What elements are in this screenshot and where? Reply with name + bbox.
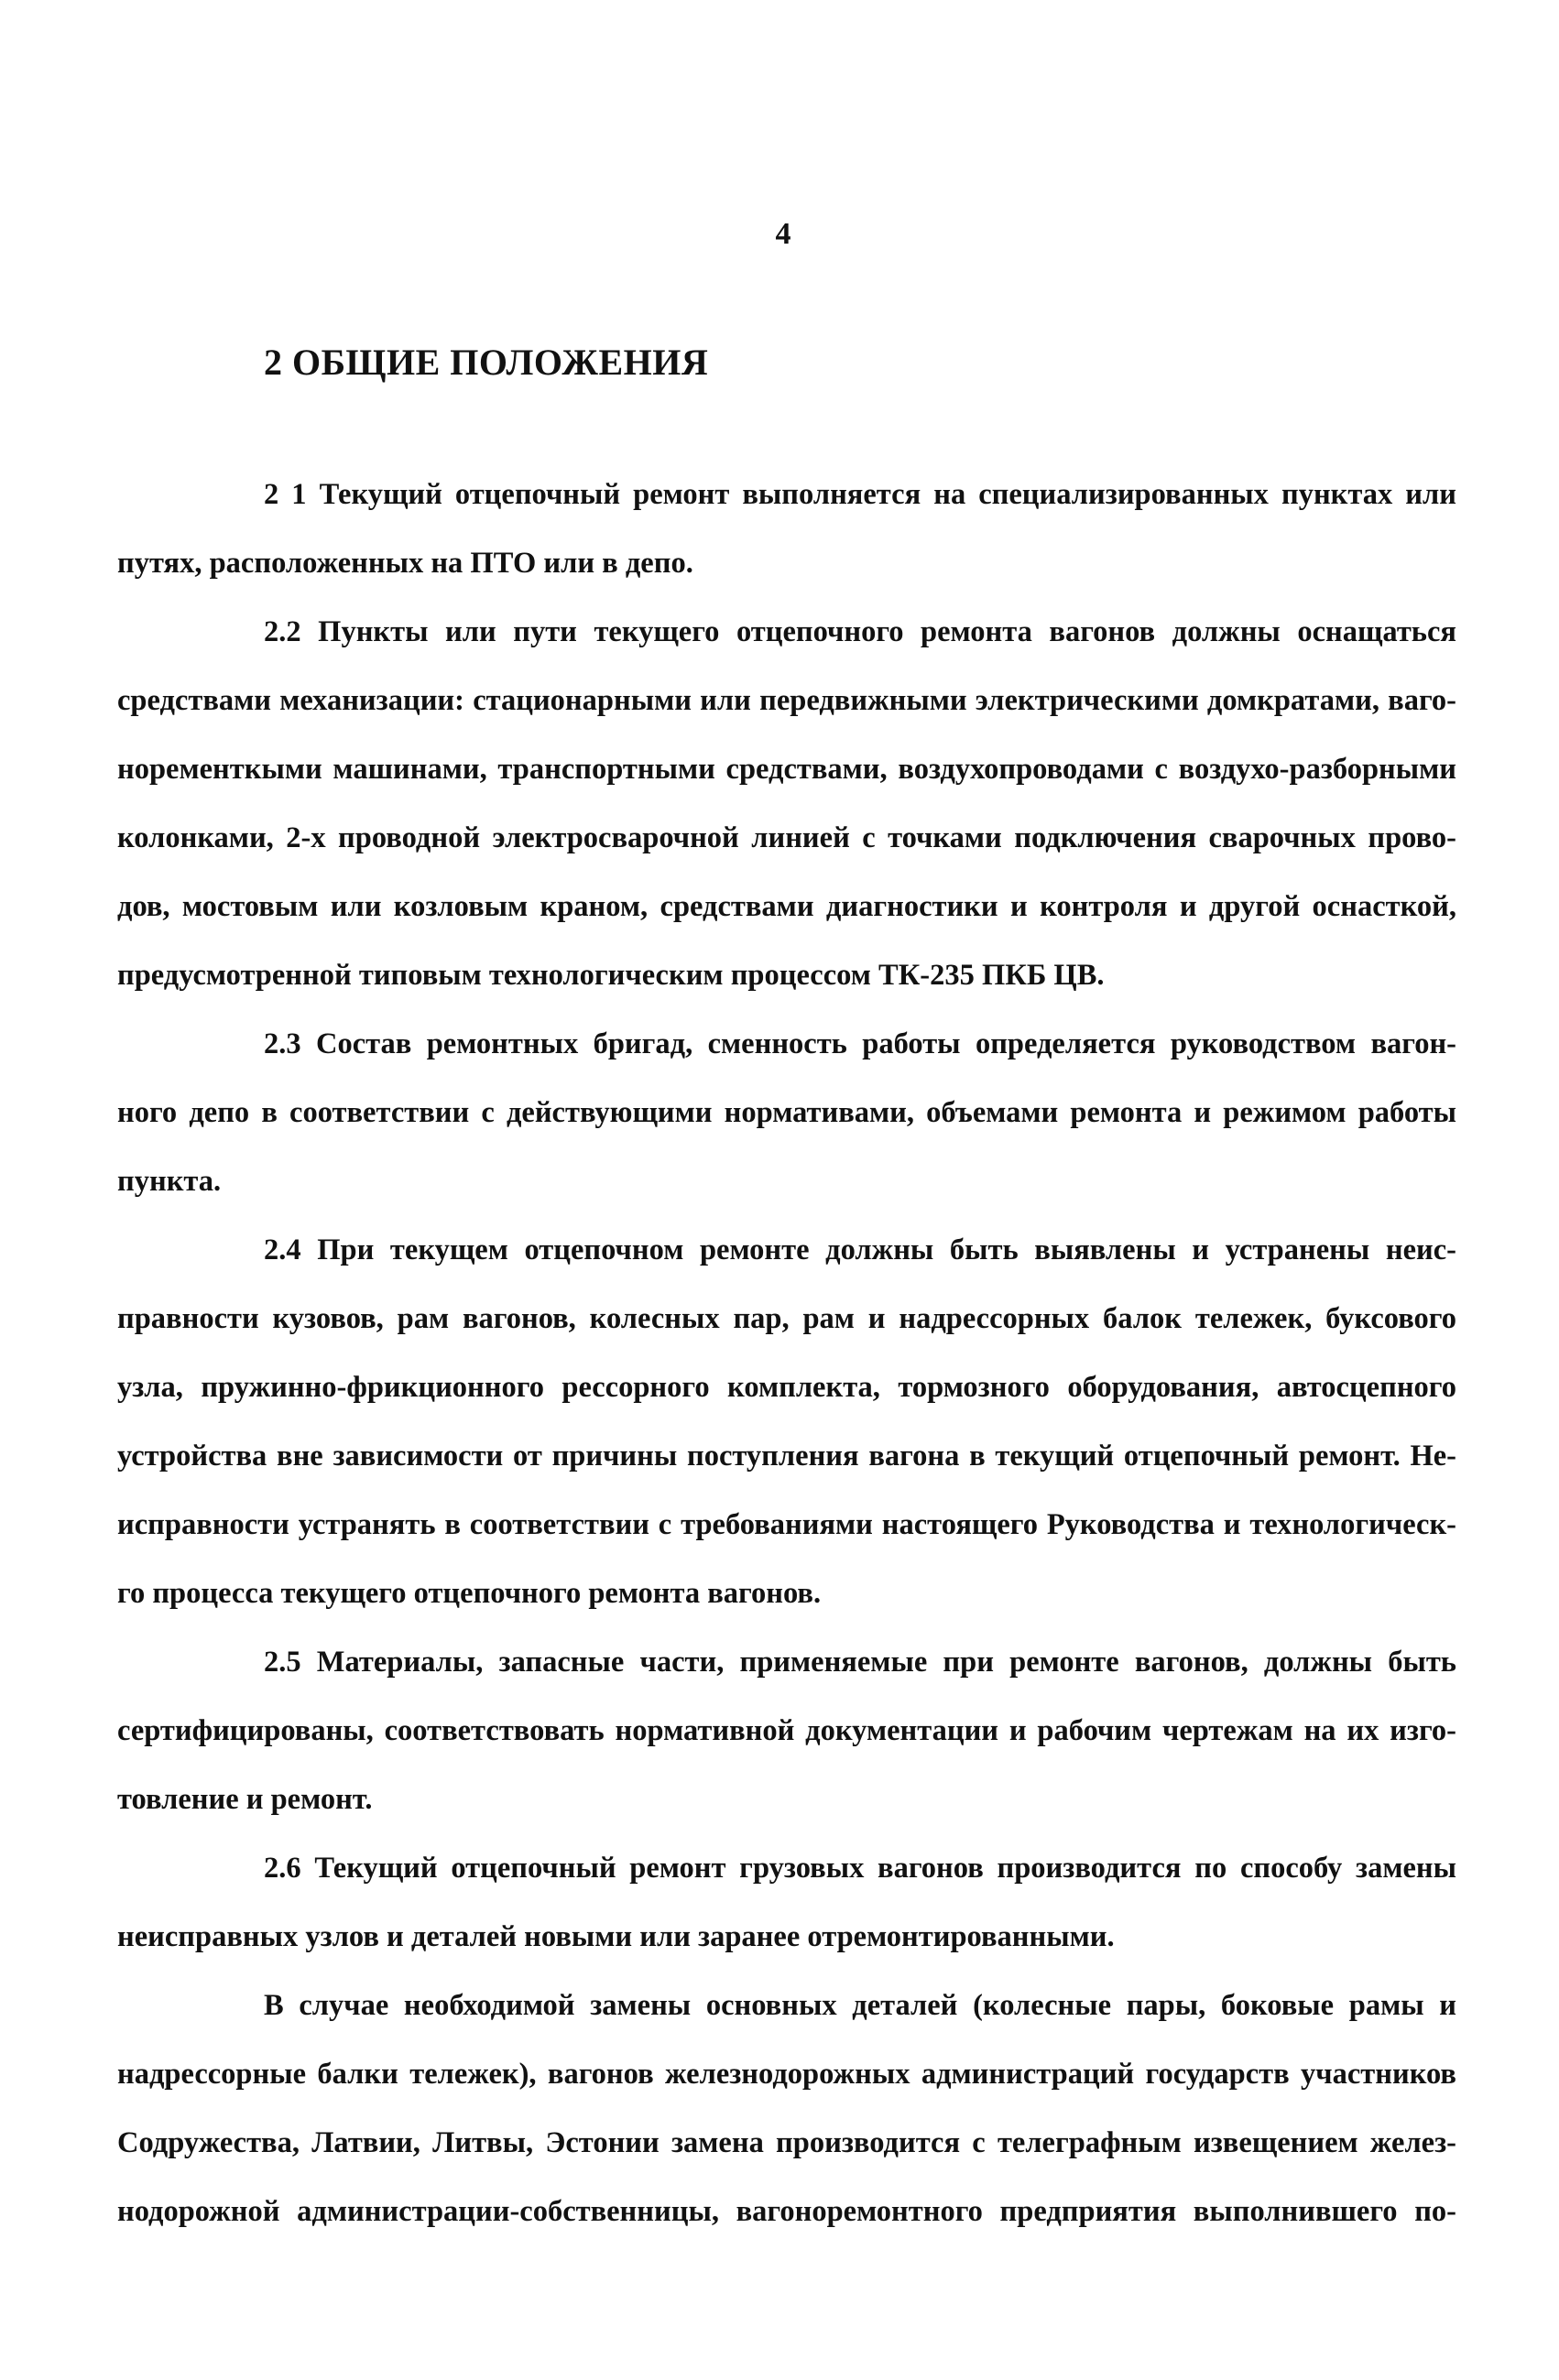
paragraph-2-2-line-1: 2.2 Пункты или пути текущего отцепочного ремонта вагонов должны оснащаться	[264, 615, 1456, 648]
paragraph-replacement-line-4: нодорожной администрации-собственницы, вагоноремонтного предприятия выполнившего по-	[117, 2195, 1456, 2228]
paragraph-2-4-line-4: устройства вне зависимости от причины поступления вагона в текущий отцепочный ремонт. Не-	[117, 1440, 1456, 1473]
paragraph-replacement-line-3: Содружества, Латвии, Литвы, Эстонии замена производится с телеграфным извещением желез-	[117, 2126, 1456, 2159]
paragraph-2-3-line-3: пункта.	[117, 1165, 222, 1198]
paragraph-2-4-line-2: правности кузовов, рам вагонов, колесных пар, рам и надрессорных балок тележек, буксового	[117, 1302, 1456, 1335]
paragraph-2-4-line-5: исправности устранять в соответствии с требованиями настоящего Руководства и технологическ-	[117, 1508, 1456, 1541]
paragraph-2-5-line-1: 2.5 Материалы, запасные части, применяемые при ремонте вагонов, должны быть	[264, 1646, 1456, 1679]
paragraph-2-2-line-6: предусмотренной типовым технологическим процессом ТК-235 ПКБ ЦВ.	[117, 959, 1105, 992]
paragraph-2-2-line-5: дов, мостовым или козловым краном, средствами диагностики и контроля и другой оснасткой,	[117, 890, 1456, 923]
paragraph-2-1-line-2: путях, расположенных на ПТО или в депо.	[117, 547, 693, 580]
paragraph-2-5-line-3: товление и ремонт.	[117, 1783, 373, 1816]
paragraph-2-2-line-3: норементкыми машинами, транспортными средствами, воздухопроводами с воздухо-разборными	[117, 753, 1456, 786]
paragraph-2-6-line-2: неисправных узлов и деталей новыми или заранее отремонтированными.	[117, 1920, 1115, 1953]
section-title: 2 ОБЩИЕ ПОЛОЖЕНИЯ	[264, 342, 709, 383]
paragraph-2-2-line-2: средствами механизации: стационарными или передвижными электрическими домкратами, ваго-	[117, 684, 1456, 717]
paragraph-replacement-line-2: надрессорные балки тележек), вагонов железнодорожных администраций государств участников	[117, 2058, 1456, 2091]
paragraph-replacement-line-1: В случае необходимой замены основных деталей (колесные пары, боковые рамы и	[264, 1989, 1456, 2022]
paragraph-2-4-line-1: 2.4 При текущем отцепочном ремонте должны быть выявлены и устранены неис-	[264, 1233, 1456, 1266]
paragraph-2-6-line-1: 2.6 Текущий отцепочный ремонт грузовых вагонов производится по способу замены	[264, 1852, 1456, 1885]
paragraph-2-4-line-3: узла, пружинно-фрикционного рессорного комплекта, тормозного оборудования, автосцепного	[117, 1371, 1456, 1404]
paragraph-2-3-line-1: 2.3 Состав ремонтных бригад, сменность работы определяется руководством вагон-	[264, 1027, 1456, 1060]
paragraph-2-5-line-2: сертифицированы, соответствовать нормативной документации и рабочим чертежам на их изго-	[117, 1714, 1456, 1747]
paragraph-2-4-line-6: го процесса текущего отцепочного ремонта вагонов.	[117, 1577, 822, 1610]
paragraph-2-2-line-4: колонками, 2-х проводной электросварочной линией с точками подключения сварочных прово-	[117, 821, 1456, 854]
paragraph-2-3-line-2: ного депо в соответствии с действующими нормативами, объемами ремонта и режимом работы	[117, 1096, 1456, 1129]
paragraph-2-1-line-1: 2 1 Текущий отцепочный ремонт выполняется на специализированных пунктах или	[264, 478, 1456, 511]
page-number: 4	[775, 217, 791, 251]
